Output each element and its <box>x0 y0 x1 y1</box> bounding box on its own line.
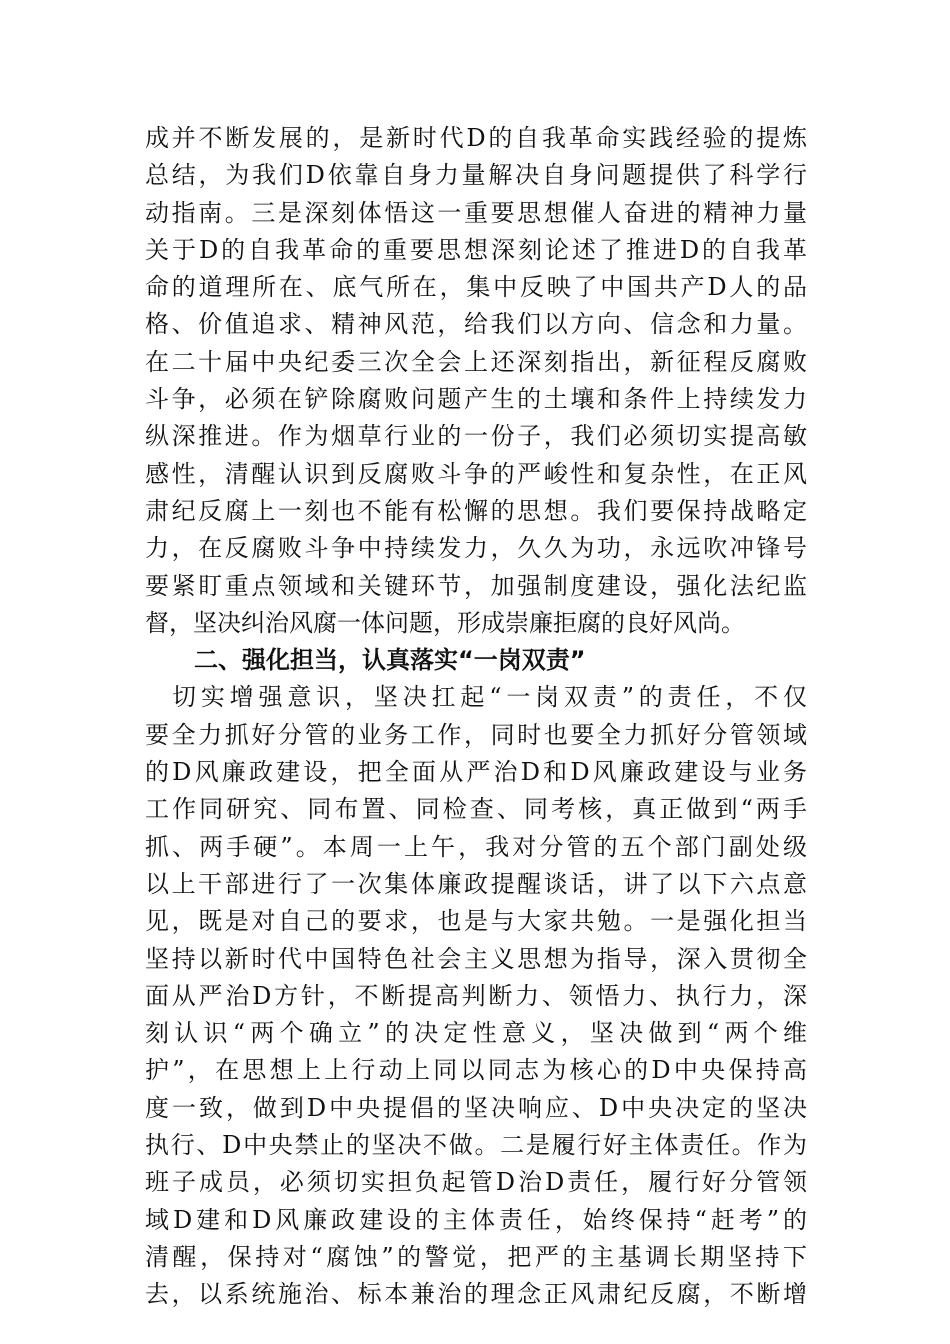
text-line: 切实增强意识，坚决扛起“一岗双责”的责任，不仅 <box>172 683 807 712</box>
text-line: 成并不断发展的，是新时代D的自我革命实践经验的提炼 <box>145 124 807 152</box>
text-line: 去，以系统施治、标本兼治的理念正风肃纪反腐，不断增 <box>145 1280 807 1309</box>
text-line: 在二十届中央纪委三次全会上还深刻指出，新征程反腐败 <box>145 347 807 376</box>
text-line: 总结，为我们D依靠自身力量解决自身问题提供了科学行 <box>145 161 807 190</box>
text-line: 斗争，必须在铲除腐败问题产生的土壤和条件上持续发力 <box>145 385 807 414</box>
text-line: 执行、D中央禁止的坚决不做。二是履行好主体责任。作为 <box>145 1131 807 1160</box>
text-line: 度一致，做到D中央提倡的坚决响应、D中央决定的坚决 <box>145 1093 807 1122</box>
text-line: 面从严治D方针，不断提高判断力、领悟力、执行力，深 <box>145 981 807 1010</box>
text-line: 纵深推进。作为烟草行业的一份子，我们必须切实提高敏 <box>145 422 807 451</box>
text-line: 抓、两手硬”。本周一上午，我对分管的五个部门副处级 <box>145 832 807 861</box>
document-body <box>145 120 807 1314</box>
text-line: 清醒，保持对“腐蚀”的警觉，把严的主基调长期坚持下 <box>145 1242 807 1271</box>
text-line: 工作同研究、同布置、同检查、同考核，真正做到“两手 <box>145 795 807 824</box>
text-line: 要全力抓好分管的业务工作，同时也要全力抓好分管领域 <box>145 720 807 749</box>
text-line: 班子成员，必须切实担负起管D治D责任，履行好分管领 <box>145 1168 807 1197</box>
text-line: 感性，清醒认识到反腐败斗争的严峻性和复杂性，在正风 <box>145 459 807 488</box>
text-line: 力，在反腐败斗争中持续发力，久久为功，永远吹冲锋号 <box>145 534 807 563</box>
text-line: 要紧盯重点领域和关键环节，加强制度建设，强化法纪监 <box>145 571 807 600</box>
text-line: 坚持以新时代中国特色社会主义思想为指导，深入贯彻全 <box>145 944 807 973</box>
text-line: 督，坚决纠治风腐一体问题，形成崇廉拒腐的良好风尚。 <box>145 608 745 637</box>
section-heading: 二、强化担当，认真落实“一岗双责” <box>194 646 586 675</box>
text-line: 以上干部进行了一次集体廉政提醒谈话，讲了以下六点意 <box>145 869 807 898</box>
text-line: 格、价值追求、精神风范，给我们以方向、信念和力量。 <box>145 310 807 339</box>
text-line: 动指南。三是深刻体悟这一重要思想催人奋进的精神力量 <box>145 198 807 227</box>
text-line: 刻认识“两个确立”的决定性意义，坚决做到“两个维 <box>145 1019 807 1048</box>
text-line: 的D风廉政建设，把全面从严治D和D风廉政建设与业务 <box>145 758 807 787</box>
text-line: 肃纪反腐上一刻也不能有松懈的思想。我们要保持战略定 <box>145 496 807 525</box>
text-line: 关于D的自我革命的重要思想深刻论述了推进D的自我革 <box>145 235 807 264</box>
text-line: 护”，在思想上上行动上同以同志为核心的D中央保持高 <box>145 1056 807 1085</box>
text-line: 见，既是对自己的要求，也是与大家共勉。一是强化担当 <box>145 907 807 936</box>
text-line: 域D建和D风廉政建设的主体责任，始终保持“赶考”的 <box>145 1205 807 1234</box>
text-line: 命的道理所在、底气所在，集中反映了中国共产D人的品 <box>145 273 807 302</box>
